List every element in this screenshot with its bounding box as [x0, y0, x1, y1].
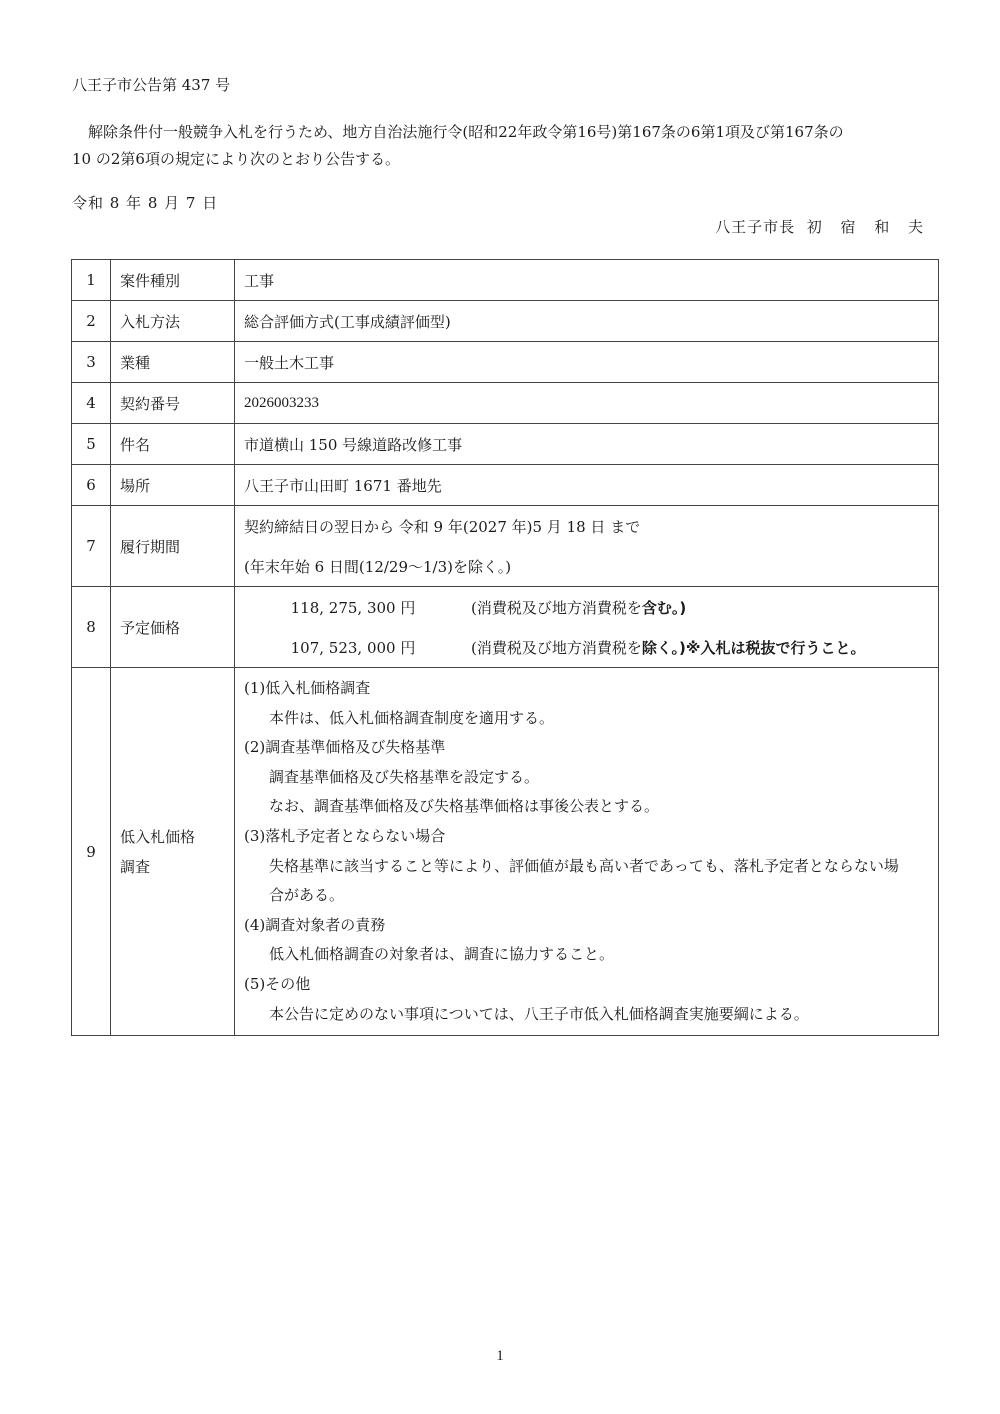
- price-excluding-tax: 107, 523, 000 円: [290, 638, 416, 657]
- table-row: [72, 342, 939, 383]
- notice-number: 八王子市公告第 437 号: [72, 76, 231, 94]
- row-number: 1: [72, 260, 111, 301]
- row-label: 入札方法: [111, 301, 235, 342]
- row-label: 案件種別: [111, 260, 235, 301]
- low-bid-investigation-details: [235, 668, 939, 1036]
- row-number: 2: [72, 301, 111, 342]
- item-line: 失格基準に該当すること等により、評価値が最も高い者であっても、落札予定者とならない場: [269, 856, 899, 875]
- row-label: 場所: [111, 465, 235, 506]
- contract-number: 2026003233: [235, 383, 939, 424]
- period-line-2: (年末年始 6 日間(12/29～1/3)を除く。): [244, 557, 512, 576]
- note-text: (消費税及び地方消費税を: [471, 598, 642, 617]
- row-label: 予定価格: [111, 587, 235, 668]
- table-row: [72, 587, 939, 668]
- price-including-tax: 118, 275, 300 円: [290, 598, 416, 617]
- project-title: 市道横山 150 号線道路改修工事: [235, 424, 939, 465]
- project-location: 八王子市山田町 1671 番地先: [235, 465, 939, 506]
- price-subtable: [235, 587, 938, 667]
- period-cell: [235, 506, 939, 587]
- row-number: 3: [72, 342, 111, 383]
- item-heading: (1)低入札価格調査: [244, 679, 371, 697]
- price-note-excluding: [471, 627, 938, 667]
- row-label: 履行期間: [111, 506, 235, 587]
- item-heading: (2)調査基準価格及び失格基準: [244, 738, 446, 757]
- period-line-1: 契約締結日の翌日から 令和 9 年(2027 年)5 月 18 日 まで: [244, 517, 641, 536]
- item-heading: (4)調査対象者の責務: [244, 915, 386, 934]
- price-note-including: [471, 587, 938, 627]
- row-value: 一般土木工事: [235, 342, 939, 383]
- row-value: 工事: [235, 260, 939, 301]
- note-text: (消費税及び地方消費税を: [471, 638, 642, 657]
- row-number: 8: [72, 587, 111, 668]
- table-row: [72, 506, 939, 587]
- row-label: 件名: [111, 424, 235, 465]
- item-line: 低入札価格調査の対象者は、調査に協力すること。: [269, 945, 615, 964]
- row-number: 5: [72, 424, 111, 465]
- row-number: 6: [72, 465, 111, 506]
- item-line: なお、調査基準価格及び失格基準価格は事後公表とする。: [269, 797, 660, 816]
- note-emphasis: 除く。)※入札は税抜で行うこと。: [641, 638, 866, 657]
- intro-line-1: 解除条件付一般競争入札を行うため、地方自治法施行令(昭和22年政令第16号)第167条の6第1項及び第167条の: [88, 123, 844, 141]
- item-line: 本件は、低入札価格調査制度を適用する。: [269, 708, 555, 727]
- row-number: 7: [72, 506, 111, 587]
- mayor-title: 八王子市長: [715, 218, 796, 236]
- row-label-line: 調査: [120, 857, 151, 876]
- item-line: 調査基準価格及び失格基準を設定する。: [269, 767, 540, 786]
- row-label: [111, 668, 235, 1036]
- price-cell: [235, 587, 939, 668]
- note-emphasis: 含む。): [641, 598, 687, 617]
- row-label: 業種: [111, 342, 235, 383]
- table-row: [72, 383, 939, 424]
- table-row: [72, 668, 939, 1036]
- notice-table: [71, 259, 939, 1036]
- period-subtable: [235, 506, 938, 586]
- row-label: 契約番号: [111, 383, 235, 424]
- item-line: 本公告に定めのない事項については、八王子市低入札価格調査実施要綱による。: [269, 1004, 809, 1023]
- table-row: [72, 260, 939, 301]
- item-line: 合がある。: [269, 886, 345, 905]
- notice-date: 令和 8 年 8 月 7 日: [72, 194, 219, 212]
- item-heading: (5)その他: [244, 974, 311, 993]
- row-label-line: 低入札価格: [120, 827, 196, 846]
- table-row: [72, 301, 939, 342]
- row-number: 4: [72, 383, 111, 424]
- table-row: [72, 424, 939, 465]
- intro-line-2: 10 の2第6項の規定により次のとおり公告する。: [72, 150, 400, 168]
- row-number: 9: [72, 668, 111, 1036]
- row-value: 総合評価方式(工事成績評価型): [235, 301, 939, 342]
- mayor-name: 初 宿 和 夫: [806, 218, 930, 236]
- item-heading: (3)落札予定者とならない場合: [244, 826, 446, 845]
- page-number: 1: [496, 1348, 504, 1364]
- mayor-signature: [715, 216, 930, 237]
- table-row: [72, 465, 939, 506]
